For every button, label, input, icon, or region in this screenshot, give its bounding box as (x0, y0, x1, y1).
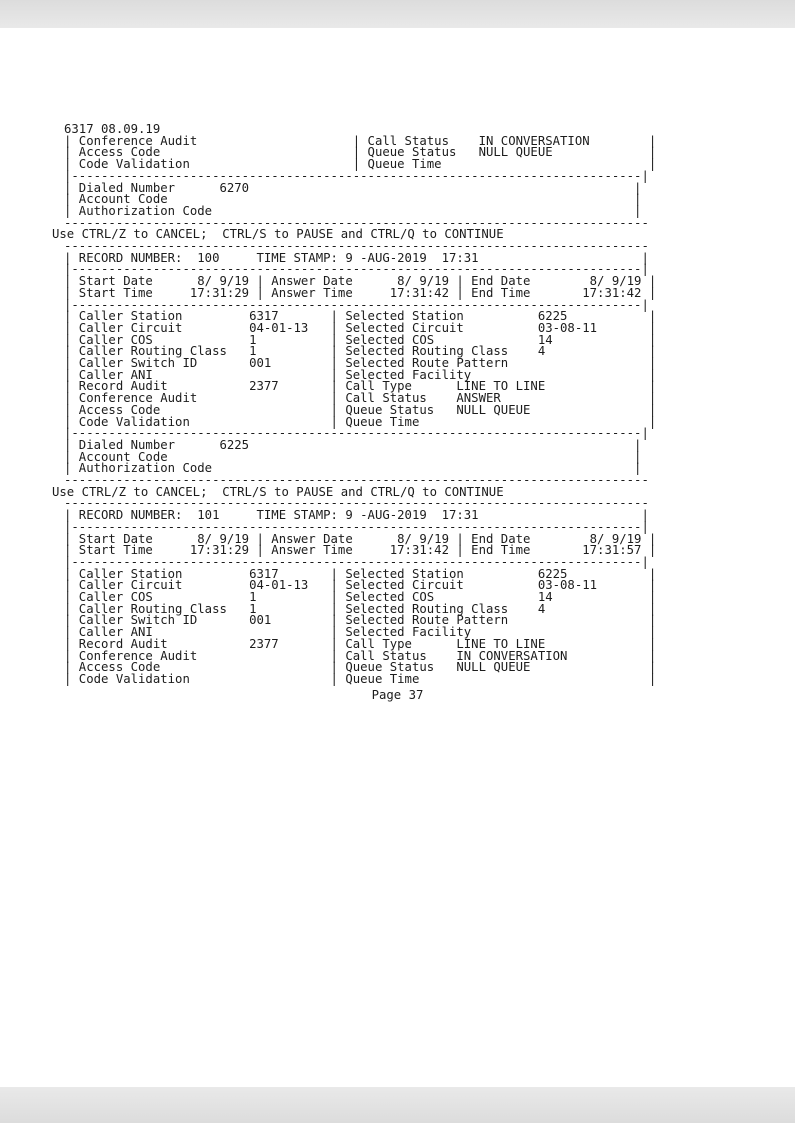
printout-line: | Access Code | Queue Status NULL QUEUE | (64, 660, 657, 675)
printout-line: ------------------------------------------------------------------------------- (64, 473, 649, 487)
printout-line: | RECORD NUMBER: 101 TIME STAMP: 9 -AUG-2019 17:31 | (64, 508, 649, 523)
printout-line: | Access Code | Queue Status NULL QUEUE | (64, 145, 657, 160)
printout-line: | Caller Station 6317 | Selected Station 6225 | (64, 566, 657, 581)
printout-line: |-----------------------------------------------------------------------------| (64, 519, 649, 534)
printout-line: | Caller Station 6317 | Selected Station 6225 | (64, 309, 657, 324)
printout-line: | Dialed Number 6225 | (64, 437, 642, 452)
printout-line: | Conference Audit | Call Status ANSWER | (64, 391, 657, 406)
printout-line: | Caller Switch ID 001 | Selected Route Pattern | (64, 356, 657, 370)
printout-line: | Caller COS 1 | Selected COS 14 | (64, 332, 657, 347)
printout-line: Use CTRL/Z to CANCEL; CTRL/S to PAUSE and CTRL/Q to CONTINUE (52, 484, 504, 499)
printout-line: | Start Time 17:31:29 | Answer Time 17:31:42 | End Time 17:31:57 | (64, 543, 657, 558)
printout-line: 6317 08.09.19 (64, 122, 161, 136)
printout-line: | Caller Switch ID 001 | Selected Route Pattern | (64, 613, 657, 628)
printout-line: | Start Date 8/ 9/19 | Answer Date 8/ 9/19 | End Date 8/ 9/19 | (64, 531, 657, 546)
printout-line: | Record Audit 2377 | Call Type LINE TO LINE | (64, 636, 657, 651)
printout-line: | Account Code | (64, 192, 642, 207)
printout-line: | Account Code | (64, 449, 642, 464)
printout-line: | Dialed Number 6270 | (64, 180, 642, 195)
printout-line: |-----------------------------------------------------------------------------| (64, 297, 649, 312)
printout-line: | Code Validation | Queue Time | (64, 671, 657, 686)
page-number: Page 37 (371, 687, 424, 702)
printout-line: | Record Audit 2377 | Call Type LINE TO LINE | (64, 379, 657, 394)
printout-line: |-----------------------------------------------------------------------------| (64, 426, 649, 441)
printout-line: ------------------------------------------------------------------------------- (64, 496, 649, 511)
printout-line: | Access Code | Queue Status NULL QUEUE | (64, 402, 657, 417)
printout-line: | Caller Circuit 04-01-13 | Selected Circuit 03-08-11 | (64, 320, 657, 335)
printout-line: |-----------------------------------------------------------------------------| (64, 262, 649, 277)
printout-line: | Caller ANI | Selected Facility | (64, 625, 657, 640)
printout-line: | Conference Audit | Call Status IN CONVERSATION | (64, 133, 657, 148)
printout-line: | RECORD NUMBER: 100 TIME STAMP: 9 -AUG-2019 17:31 | (64, 250, 649, 265)
printout-line: | Caller Circuit 04-01-13 | Selected Circuit 03-08-11 | (64, 578, 657, 593)
printout-line: | Start Time 17:31:29 | Answer Time 17:31:42 | End Time 17:31:42 | (64, 285, 657, 300)
printout-line: | Start Date 8/ 9/19 | Answer Date 8/ 9/19 | End Date 8/ 9/19 | (64, 274, 657, 289)
printout-line: |-----------------------------------------------------------------------------| (64, 168, 649, 183)
printout-line: | Code Validation | Queue Time | (64, 157, 657, 172)
printout-line: | Caller ANI | Selected Facility | (64, 367, 657, 382)
printout-line: | Caller COS 1 | Selected COS 14 | (64, 590, 657, 604)
printout-line: Use CTRL/Z to CANCEL; CTRL/S to PAUSE and CTRL/Q to CONTINUE (52, 227, 504, 242)
printout-line: ------------------------------------------------------------------------------- (64, 215, 649, 230)
printout-line: | Caller Routing Class 1 | Selected Routing Class 4 | (64, 344, 657, 359)
printout-line: ------------------------------------------------------------------------------- (64, 239, 649, 253)
printout-line: | Caller Routing Class 1 | Selected Routing Class 4 | (64, 601, 657, 616)
scan-bottom-edge (0, 1087, 795, 1123)
printout-line: | Conference Audit | Call Status IN CONVERSATION | (64, 648, 657, 663)
printout-line: | Code Validation | Queue Time | (64, 414, 657, 429)
scan-top-edge (0, 0, 795, 28)
printout-line: | Authorization Code | (64, 203, 642, 218)
printout-line: | Authorization Code | (64, 461, 642, 476)
printout-line: |-----------------------------------------------------------------------------| (64, 554, 649, 569)
